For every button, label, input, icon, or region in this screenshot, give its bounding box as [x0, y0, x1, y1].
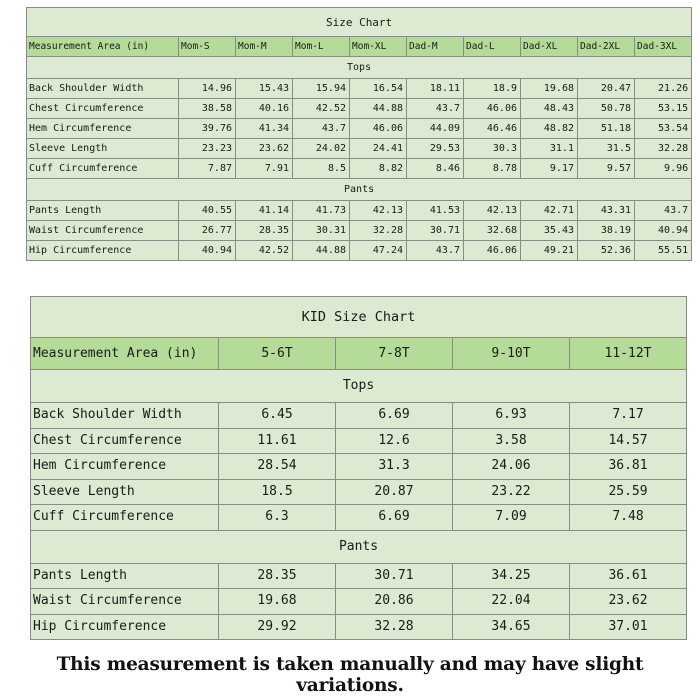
measurement-label: Waist Circumference — [31, 589, 219, 615]
table-row — [31, 589, 687, 615]
measurement-value: 30.31 — [293, 221, 350, 241]
measurement-value: 26.77 — [179, 221, 236, 241]
table-row — [27, 99, 692, 119]
measurement-value: 44.88 — [293, 241, 350, 261]
measurement-value: 23.23 — [179, 139, 236, 159]
table-row — [31, 428, 687, 454]
table-row — [31, 403, 687, 429]
measurement-value: 22.04 — [453, 589, 570, 615]
measurement-value: 6.69 — [336, 505, 453, 531]
title-row — [31, 297, 687, 338]
table-row — [27, 159, 692, 179]
measurement-value: 38.19 — [578, 221, 635, 241]
measurement-value: 46.06 — [350, 119, 407, 139]
measurement-value: 40.94 — [635, 221, 692, 241]
header-row — [27, 37, 692, 57]
measurement-value: 46.06 — [464, 99, 521, 119]
size-header: Mom-XL — [350, 37, 407, 57]
measurement-value: 43.7 — [407, 99, 464, 119]
measurement-value: 48.43 — [521, 99, 578, 119]
measurement-value: 9.57 — [578, 159, 635, 179]
measurement-value: 8.78 — [464, 159, 521, 179]
measurement-disclaimer: This measurement is taken manually and may have slight variations. — [56, 654, 644, 696]
measurement-value: 43.7 — [635, 201, 692, 221]
measurement-value: 50.78 — [578, 99, 635, 119]
measurement-value: 19.68 — [219, 589, 336, 615]
chart-title: Size Chart — [27, 8, 692, 37]
measurement-value: 21.26 — [635, 79, 692, 99]
measurement-label: Hip Circumference — [27, 241, 179, 261]
measurement-value: 19.68 — [521, 79, 578, 99]
tops-section-row — [27, 57, 692, 79]
title-row — [27, 8, 692, 37]
measurement-value: 20.86 — [336, 589, 453, 615]
table-row — [31, 563, 687, 589]
measurement-label: Sleeve Length — [31, 479, 219, 505]
measurement-value: 20.87 — [336, 479, 453, 505]
size-header: Mom-M — [236, 37, 293, 57]
measurement-value: 42.13 — [464, 201, 521, 221]
pants-section-row — [31, 530, 687, 563]
chart-title: KID Size Chart — [31, 297, 687, 338]
measurement-value: 29.92 — [219, 614, 336, 640]
measurement-label: Hem Circumference — [27, 119, 179, 139]
measurement-value: 7.48 — [570, 505, 687, 531]
pants-section-label: Pants — [31, 530, 687, 563]
table-row — [27, 221, 692, 241]
measurement-value: 7.87 — [179, 159, 236, 179]
size-header: 9-10T — [453, 338, 570, 370]
measurement-value: 46.46 — [464, 119, 521, 139]
measurement-value: 42.52 — [293, 99, 350, 119]
measurement-label: Sleeve Length — [27, 139, 179, 159]
measurement-value: 18.11 — [407, 79, 464, 99]
size-header: Dad-XL — [521, 37, 578, 57]
measurement-value: 47.24 — [350, 241, 407, 261]
table-row — [31, 479, 687, 505]
pants-section-row — [27, 179, 692, 201]
size-header: Mom-S — [179, 37, 236, 57]
kid-size-table — [30, 296, 687, 640]
table-row — [31, 505, 687, 531]
measurement-value: 52.36 — [578, 241, 635, 261]
measurement-value: 24.06 — [453, 454, 570, 480]
measurement-value: 6.69 — [336, 403, 453, 429]
measurement-value: 43.31 — [578, 201, 635, 221]
measurement-value: 29.53 — [407, 139, 464, 159]
measurement-value: 42.13 — [350, 201, 407, 221]
measurement-label: Hem Circumference — [31, 454, 219, 480]
size-header: Dad-M — [407, 37, 464, 57]
measurement-value: 20.47 — [578, 79, 635, 99]
measurement-value: 7.91 — [236, 159, 293, 179]
measurement-label: Chest Circumference — [31, 428, 219, 454]
measurement-value: 30.71 — [407, 221, 464, 241]
measurement-value: 7.09 — [453, 505, 570, 531]
tops-section-row — [31, 370, 687, 403]
measurement-value: 15.43 — [236, 79, 293, 99]
size-header: 7-8T — [336, 338, 453, 370]
measurement-value: 51.18 — [578, 119, 635, 139]
size-header: 5-6T — [219, 338, 336, 370]
measurement-value: 25.59 — [570, 479, 687, 505]
measurement-value: 6.45 — [219, 403, 336, 429]
measurement-label: Pants Length — [27, 201, 179, 221]
measurement-value: 44.88 — [350, 99, 407, 119]
table-row — [31, 454, 687, 480]
measurement-value: 41.34 — [236, 119, 293, 139]
measurement-value: 34.25 — [453, 563, 570, 589]
measurement-label: Hip Circumference — [31, 614, 219, 640]
measurement-value: 32.28 — [350, 221, 407, 241]
measurement-value: 37.01 — [570, 614, 687, 640]
measurement-value: 53.54 — [635, 119, 692, 139]
measurement-value: 41.73 — [293, 201, 350, 221]
measurement-value: 43.7 — [293, 119, 350, 139]
measurement-value: 28.54 — [219, 454, 336, 480]
measurement-value: 15.94 — [293, 79, 350, 99]
header-row — [31, 338, 687, 370]
measurement-value: 23.62 — [570, 589, 687, 615]
size-header: Dad-3XL — [635, 37, 692, 57]
measurement-value: 28.35 — [219, 563, 336, 589]
table-row — [27, 139, 692, 159]
measurement-value: 16.54 — [350, 79, 407, 99]
measurement-value: 42.71 — [521, 201, 578, 221]
table-row — [27, 79, 692, 99]
measurement-label: Pants Length — [31, 563, 219, 589]
measurement-value: 49.21 — [521, 241, 578, 261]
measurement-value: 43.7 — [407, 241, 464, 261]
table-row — [31, 614, 687, 640]
measurement-value: 30.3 — [464, 139, 521, 159]
measurement-value: 42.52 — [236, 241, 293, 261]
measurement-label: Back Shoulder Width — [31, 403, 219, 429]
measurement-value: 35.43 — [521, 221, 578, 241]
measurement-value: 55.51 — [635, 241, 692, 261]
measurement-value: 32.28 — [635, 139, 692, 159]
measurement-value: 8.5 — [293, 159, 350, 179]
measurement-value: 24.41 — [350, 139, 407, 159]
measurement-value: 31.1 — [521, 139, 578, 159]
measurement-value: 40.16 — [236, 99, 293, 119]
measurement-label: Cuff Circumference — [31, 505, 219, 531]
measurement-value: 48.82 — [521, 119, 578, 139]
measurement-area-header: Measurement Area (in) — [27, 37, 179, 57]
measurement-value: 23.62 — [236, 139, 293, 159]
measurement-value: 6.3 — [219, 505, 336, 531]
measurement-area-header: Measurement Area (in) — [31, 338, 219, 370]
measurement-value: 31.5 — [578, 139, 635, 159]
table-row — [27, 201, 692, 221]
measurement-value: 28.35 — [236, 221, 293, 241]
measurement-value: 12.6 — [336, 428, 453, 454]
measurement-value: 8.82 — [350, 159, 407, 179]
measurement-label: Back Shoulder Width — [27, 79, 179, 99]
size-header: 11-12T — [570, 338, 687, 370]
measurement-value: 31.3 — [336, 454, 453, 480]
measurement-value: 23.22 — [453, 479, 570, 505]
measurement-value: 18.9 — [464, 79, 521, 99]
measurement-value: 8.46 — [407, 159, 464, 179]
table-row — [27, 119, 692, 139]
adult-size-chart — [26, 7, 690, 261]
table-row — [27, 241, 692, 261]
measurement-value: 9.96 — [635, 159, 692, 179]
measurement-value: 34.65 — [453, 614, 570, 640]
measurement-label: Chest Circumference — [27, 99, 179, 119]
measurement-value: 9.17 — [521, 159, 578, 179]
size-header: Dad-L — [464, 37, 521, 57]
measurement-value: 40.94 — [179, 241, 236, 261]
tops-section-label: Tops — [31, 370, 687, 403]
measurement-value: 30.71 — [336, 563, 453, 589]
measurement-value: 44.09 — [407, 119, 464, 139]
measurement-value: 53.15 — [635, 99, 692, 119]
adult-size-table — [26, 7, 692, 261]
measurement-value: 41.14 — [236, 201, 293, 221]
kid-size-chart — [30, 296, 686, 640]
measurement-value: 36.61 — [570, 563, 687, 589]
measurement-value: 6.93 — [453, 403, 570, 429]
measurement-value: 36.81 — [570, 454, 687, 480]
measurement-value: 46.06 — [464, 241, 521, 261]
measurement-value: 3.58 — [453, 428, 570, 454]
measurement-label: Cuff Circumference — [27, 159, 179, 179]
measurement-value: 38.58 — [179, 99, 236, 119]
measurement-value: 39.76 — [179, 119, 236, 139]
measurement-value: 18.5 — [219, 479, 336, 505]
measurement-value: 11.61 — [219, 428, 336, 454]
measurement-value: 32.28 — [336, 614, 453, 640]
size-header: Mom-L — [293, 37, 350, 57]
measurement-value: 14.57 — [570, 428, 687, 454]
measurement-value: 40.55 — [179, 201, 236, 221]
measurement-value: 24.02 — [293, 139, 350, 159]
tops-section-label: Tops — [27, 57, 692, 79]
measurement-value: 32.68 — [464, 221, 521, 241]
measurement-value: 7.17 — [570, 403, 687, 429]
pants-section-label: Pants — [27, 179, 692, 201]
size-header: Dad-2XL — [578, 37, 635, 57]
measurement-label: Waist Circumference — [27, 221, 179, 241]
measurement-value: 14.96 — [179, 79, 236, 99]
measurement-value: 41.53 — [407, 201, 464, 221]
